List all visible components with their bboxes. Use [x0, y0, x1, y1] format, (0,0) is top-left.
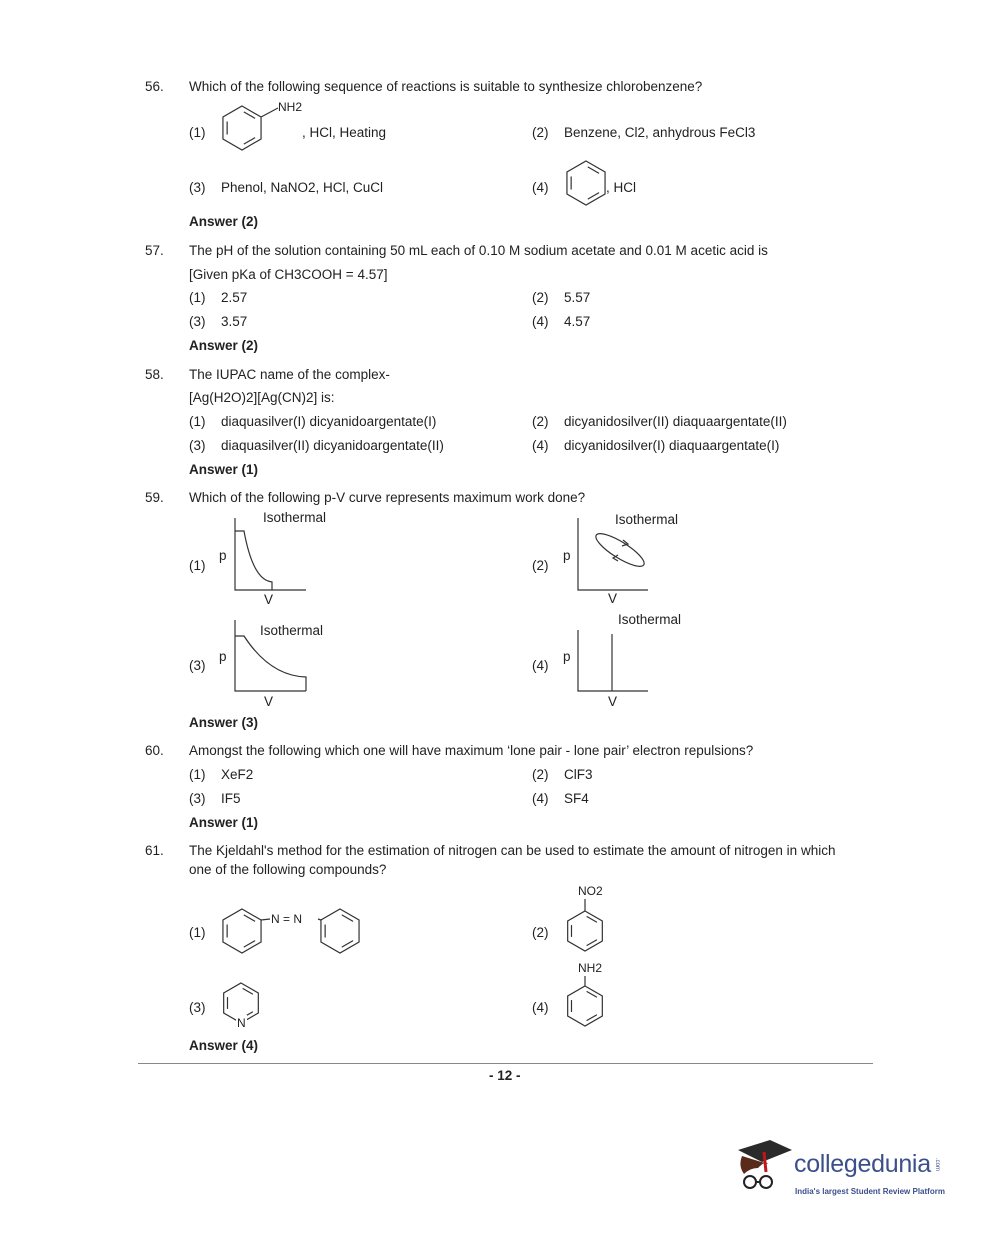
option-label: (3) — [189, 314, 206, 329]
option-text: XeF2 — [221, 767, 254, 782]
question-number: 61. — [145, 843, 164, 858]
option-text: 3.57 — [221, 314, 248, 329]
answer: Answer (3) — [189, 715, 259, 730]
graph-title: Isothermal — [263, 510, 327, 525]
option-text: Phenol, NaNO2, HCl, CuCl — [221, 180, 384, 195]
option-text: SF4 — [564, 791, 589, 806]
question-text-cont: one of the following compounds? — [189, 862, 387, 877]
option-label: (2) — [532, 767, 549, 782]
option-label: (3) — [189, 1000, 206, 1015]
answer: Answer (2) — [189, 214, 259, 229]
y-axis-label: p — [563, 548, 571, 563]
option-label: (1) — [189, 767, 206, 782]
y-axis-label: p — [219, 649, 227, 664]
option-label: (4) — [532, 791, 549, 806]
option-label: (3) — [189, 658, 206, 673]
question-text: Which of the following sequence of reactions is suitable to synthesize chlorobenzene? — [189, 79, 703, 94]
no2-label: NO2 — [578, 884, 603, 898]
question-number: 59. — [145, 490, 164, 505]
question-number: 56. — [145, 79, 164, 94]
x-axis-label: V — [264, 694, 274, 709]
option-text: 5.57 — [564, 290, 591, 305]
option-label: (1) — [189, 925, 206, 940]
complex-formula: [Ag(H2O)2][Ag(CN)2] is: — [189, 390, 335, 405]
logo-com: .com — [934, 1158, 940, 1172]
option-label: (3) — [189, 791, 206, 806]
graph-title: Isothermal — [260, 623, 324, 638]
x-axis-label: V — [264, 592, 274, 607]
y-axis-label: p — [219, 548, 227, 563]
x-axis-label: V — [608, 694, 618, 709]
graph-title: Isothermal — [615, 512, 679, 527]
answer: Answer (1) — [189, 462, 259, 477]
option-label: (1) — [189, 558, 206, 573]
question-number: 57. — [145, 243, 164, 258]
option-text: ClF3 — [564, 767, 593, 782]
option-label: (3) — [189, 180, 206, 195]
option-label: (2) — [532, 925, 549, 940]
answer: Answer (1) — [189, 815, 259, 830]
question-text: Amongst the following which one will have maximum ‘lone pair - lone pair’ electron repulsions? — [189, 743, 754, 758]
option-label: (4) — [532, 180, 549, 195]
option-label: (2) — [532, 558, 549, 573]
option-text: diaquasilver(I) dicyanidoargentate(I) — [221, 414, 437, 429]
option-label: (2) — [532, 125, 549, 140]
option-text: diaquasilver(II) dicyanidoargentate(II) — [221, 438, 444, 453]
y-axis-label: p — [563, 649, 571, 664]
option-label: (2) — [532, 414, 549, 429]
option-text: dicyanidosilver(I) diaquaargentate(I) — [564, 438, 780, 453]
pyridine-n-label: N — [237, 1016, 246, 1030]
option-text: 2.57 — [221, 290, 248, 305]
logo-wordmark: collegedunia — [794, 1150, 931, 1178]
nh2-label: NH2 — [278, 100, 303, 114]
question-number: 60. — [145, 743, 164, 758]
option-label: (4) — [532, 314, 549, 329]
option-label: (4) — [532, 438, 549, 453]
question-given: [Given pKa of CH3COOH = 4.57] — [189, 267, 388, 282]
option-label: (4) — [532, 658, 549, 673]
page-number: - 12 - — [489, 1068, 521, 1083]
option-text: dicyanidosilver(II) diaquaargentate(II) — [564, 414, 787, 429]
answer: Answer (4) — [189, 1038, 259, 1053]
azo-label: N = N — [271, 912, 303, 926]
question-text: Which of the following p-V curve represents maximum work done? — [189, 490, 586, 505]
option-label: (1) — [189, 125, 206, 140]
option-text: , HCl, Heating — [302, 125, 387, 140]
logo-tagline: India's largest Student Review Platform — [795, 1187, 945, 1196]
option-label: (2) — [532, 290, 549, 305]
option-label: (1) — [189, 290, 206, 305]
question-number: 58. — [145, 367, 164, 382]
option-text: IF5 — [221, 791, 241, 806]
x-axis-label: V — [608, 591, 618, 606]
option-label: (1) — [189, 414, 206, 429]
question-text: The Kjeldahl's method for the estimation of nitrogen can be used to estimate the amount of nitrogen in which — [189, 843, 836, 858]
option-label: (3) — [189, 438, 206, 453]
option-label: (4) — [532, 1000, 549, 1015]
option-text: , HCl — [606, 180, 636, 195]
question-text: The pH of the solution containing 50 mL each of 0.10 M sodium acetate and 0.01 M acetic acid is — [189, 243, 768, 258]
nh2-label: NH2 — [578, 961, 603, 975]
option-text: 4.57 — [564, 314, 591, 329]
question-text: The IUPAC name of the complex- — [189, 367, 390, 382]
option-text: Benzene, Cl2, anhydrous FeCl3 — [564, 125, 756, 140]
graph-title: Isothermal — [618, 612, 682, 627]
answer: Answer (2) — [189, 338, 259, 353]
